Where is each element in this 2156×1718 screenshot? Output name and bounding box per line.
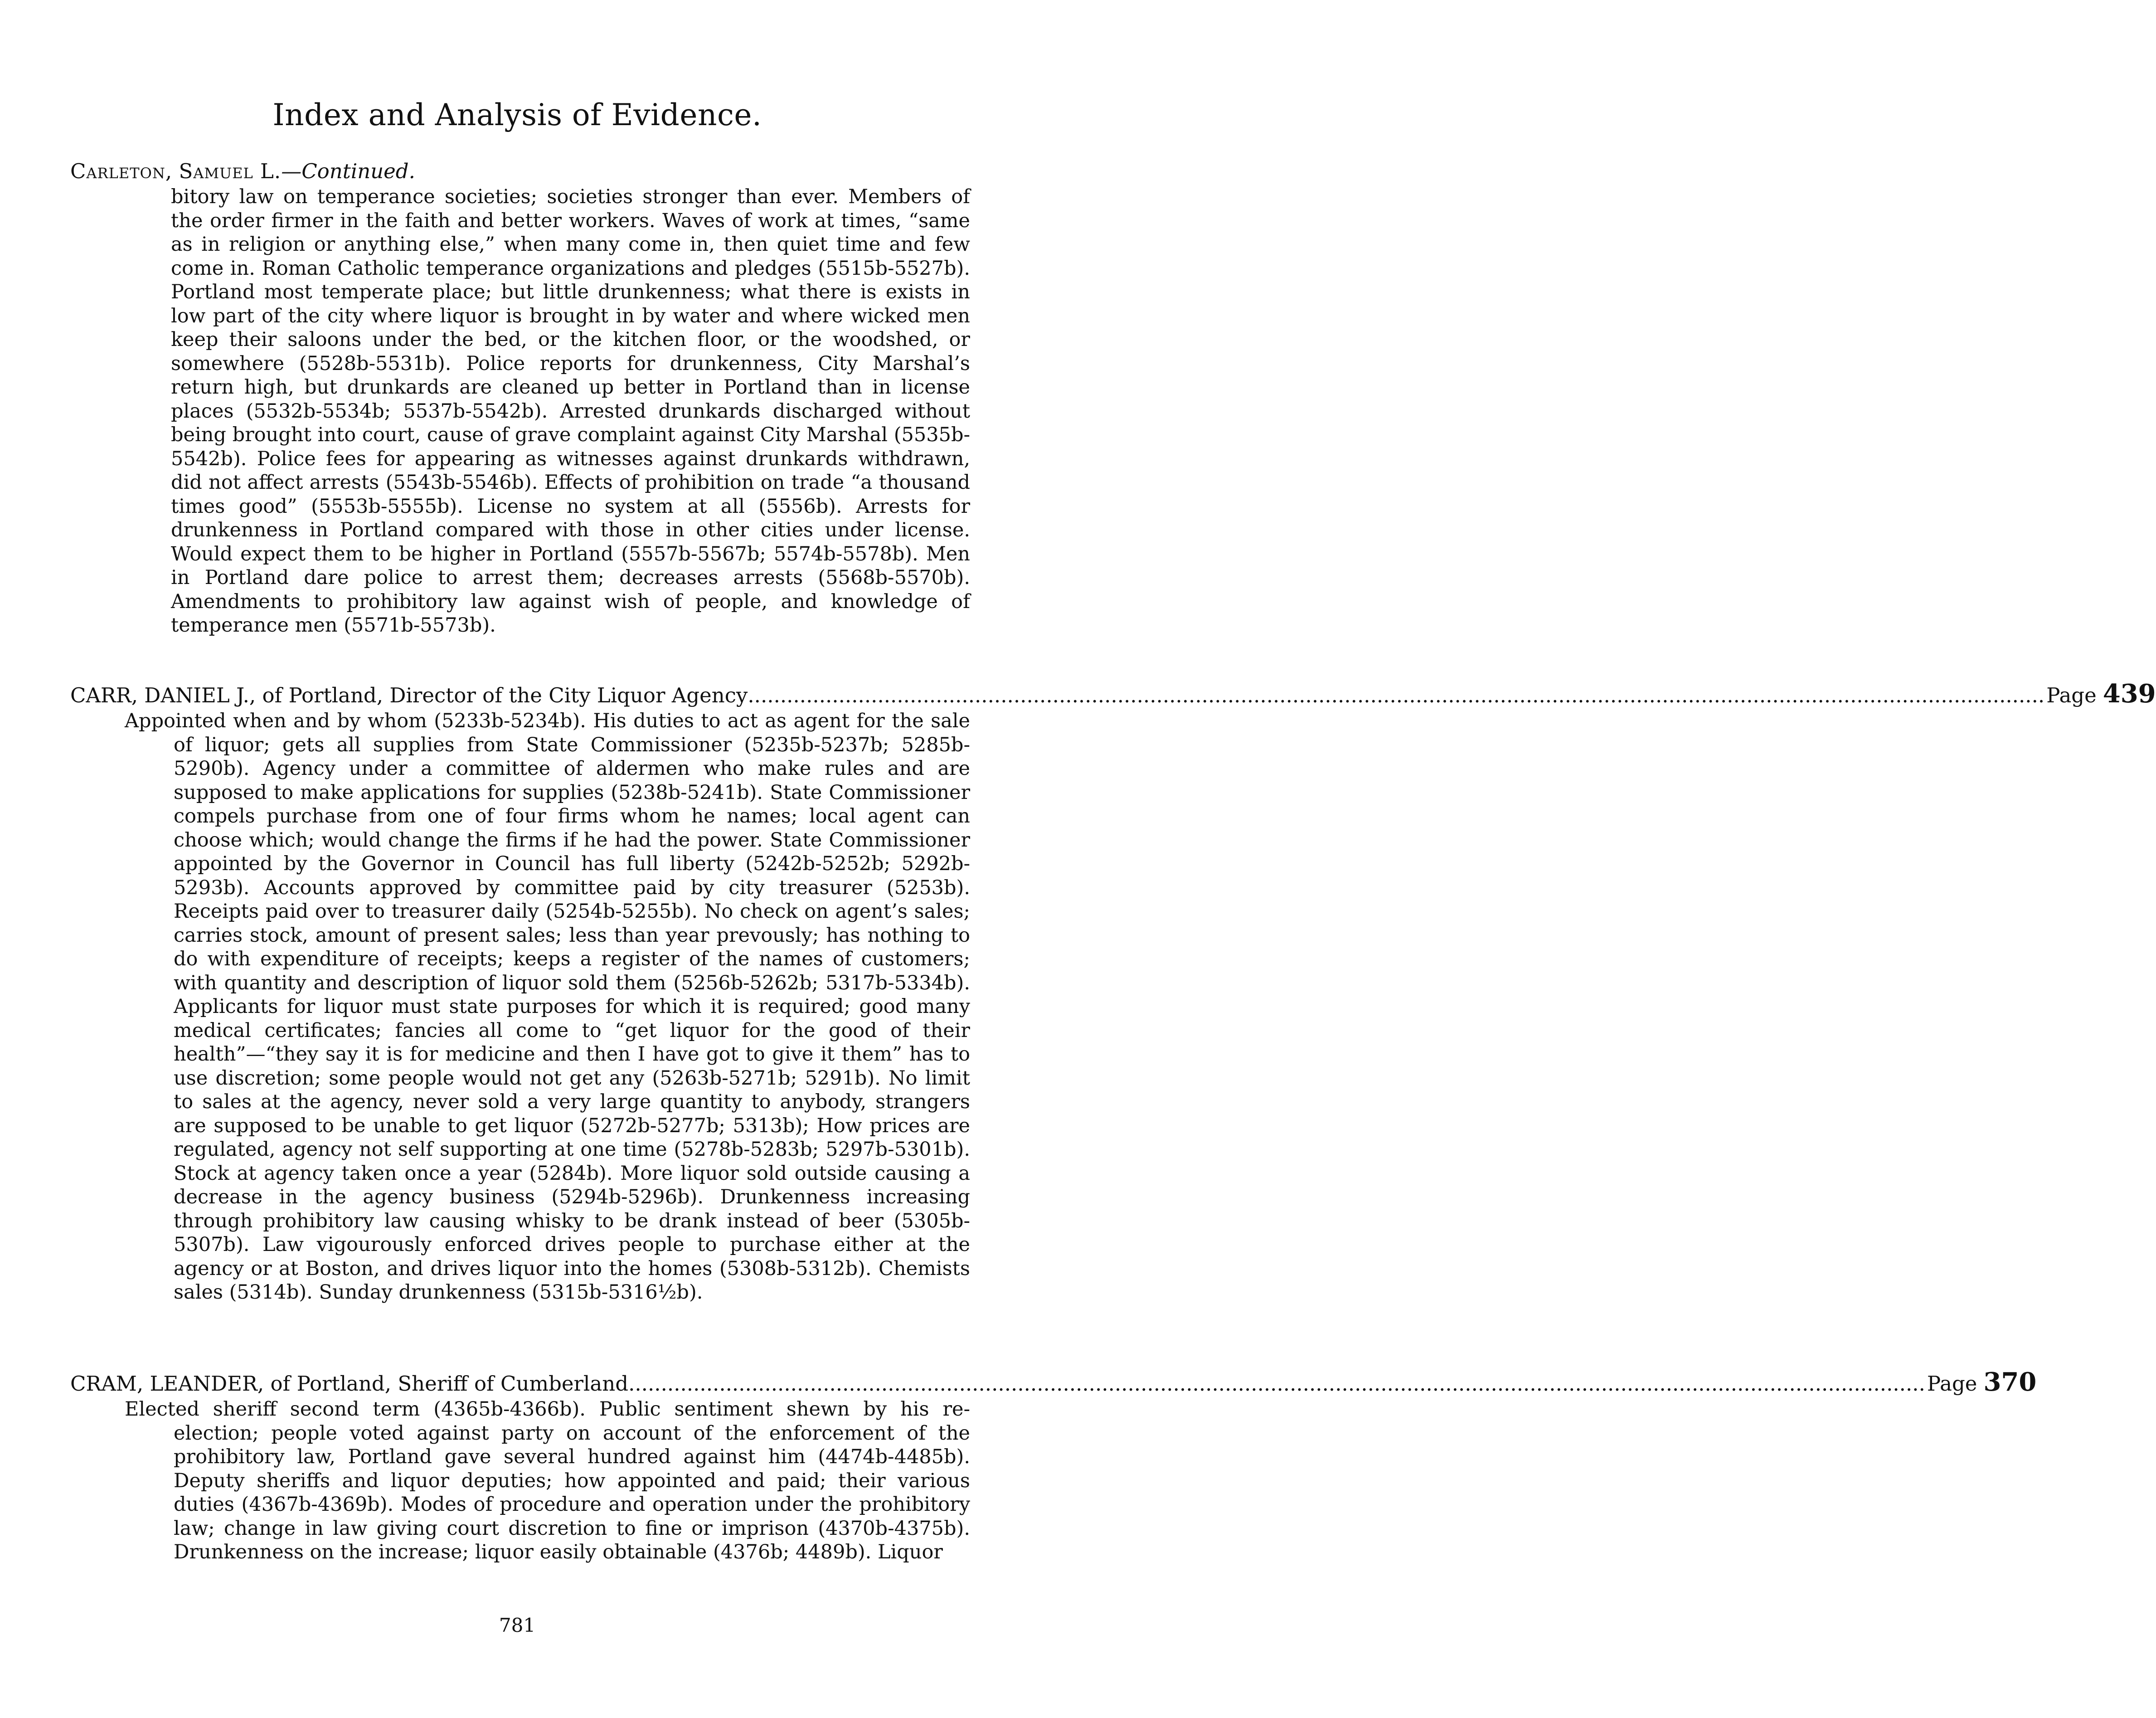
entry-description: of Portland, Director of the City Liquor Agency xyxy=(262,683,748,707)
entry-name: CRAM, LEANDER, xyxy=(70,1372,264,1396)
entry-given-name: Samuel L. xyxy=(179,159,282,183)
page-title: Index and Analysis of Evidence. xyxy=(272,97,762,132)
entry-surname: Carleton, xyxy=(70,159,173,183)
entry-name: CARR, DANIEL J., xyxy=(70,683,256,707)
entry-text: Appointed when and by whom (5233b-5234b). His duties to act as agent for the sale of liquor; gets all supplies from State Commissioner (5235b-5237b; 5285b-5290b). Agency under a committee of aldermen who make rules and are supposed to make applications for supplies (5238b-5241b). State Commissioner compels purchase from one of four firms whom he names; local agent can choose which; would change the firms if he had the power. State Commissioner appointed by the Governor in Council has full liberty (5242b-5252b; 5292b-5293b). Accounts approved by committee paid by city treasurer (5253b). Receipts paid over to treasurer daily (5254b-5255b). No check on agent’s sales; carries stock, amount of present sales; less than year prevously; has nothing to do with expenditure of receipts; keeps a register of the names of customers; with quantity and description of liquor sold them (5256b-5262b; 5317b-5334b). Applicants for liquor must state purposes for which it is required; good many medical certificates; fancies all come to “get liquor for the good of their health”—“they say it is for medicine and then I have got to give it them” has to use discretion; some people would not get any (5263b-5271b; 5291b). No limit to sales at the agency, never sold a very large quantity to anybody, strangers are supposed to be unable to get liquor (5272b-5277b; 5313b); How prices are regulated, agency not self supporting at one time (5278b-5283b; 5297b-5301b). Stock at agency taken once a year (5284b). More liquor sold outside causing a decrease in the agency business (5294b-5296b). Drunkenness increasing through prohibitory law causing whisky to be drank instead of beer (5305b-5307b). Law vigourously enforced drives people to purchase either at the agency or at Boston, and drives liquor into the homes (5308b-5312b). Chemists sales (5314b). Sunday drunkenness (5315b-5316½b). xyxy=(125,710,970,1304)
footer-page-number: 781 xyxy=(499,1614,536,1636)
page-label: Page xyxy=(1927,1372,1977,1396)
entry-text: Elected sheriff second term (4365b-4366b). Public sentiment shewn by his re-election; people voted against party on account of the enforcement of the prohibitory law, Portland gave several hundred against him (4474b-4485b). Deputy sheriffs and liquor deputies; how appointed and paid; their various duties (4367b-4369b). Modes of procedure and operation under the prohibitory law; change in law giving court discretion to fine or imprison (4370b-4375b). Drunkenness on the increase; liquor easily obtainable (4376b; 4489b). Liquor xyxy=(125,1398,970,1563)
leader-dots: ........................................................................................................................................................................................................ xyxy=(748,683,2045,707)
entry-heading xyxy=(70,159,970,184)
entry-description: of Portland, Sheriff of Cumberland xyxy=(270,1372,629,1396)
index-entry-cram xyxy=(70,1367,2037,1564)
index-entry-carleton xyxy=(70,159,970,638)
entry-heading xyxy=(70,1367,2037,1397)
entry-heading xyxy=(70,679,2156,709)
page-label: Page xyxy=(2046,683,2097,707)
continued-label: —Continued. xyxy=(281,159,415,183)
leader-dots: ........................................................................................................................................................................................................ xyxy=(628,1372,1925,1396)
index-entry-carr xyxy=(70,679,2156,1304)
entry-text: bitory law on temperance societies; societies stronger than ever. Members of the order firmer in the faith and better workers. Waves of work at times, “same as in religion or anything else,” when many come in, then quiet time and few come in. Roman Catholic temperance organizations and pledges (5515b-5527b). Portland most temperate place; but little drunkenness; what there is exists in low part of the city where liquor is brought in by water and where wicked men keep their saloons under the bed, or the kitchen floor, or the woodshed, or somewhere (5528b-5531b). Police reports for drunkenness, City Marshal’s return high, but drunkards are cleaned up better in Portland than in license places (5532b-5534b; 5537b-5542b). Arrested drunkards discharged without being brought into court, cause of grave complaint against City Marshal (5535b-5542b). Police fees for appearing as witnesses against drunkards withdrawn, did not affect arrests (5543b-5546b). Effects of prohibition on trade “a thousand times good” (5553b-5555b). License no system at all (5556b). Arrests for drunkenness in Portland compared with those in other cities under license. Would expect them to be higher in Portland (5557b-5567b; 5574b-5578b). Men in Portland dare police to arrest them; decreases arrests (5568b-5570b). Amendments to prohibitory law against wish of people, and knowledge of temperance men (5571b-5573b). xyxy=(171,185,970,637)
page-number: 370 xyxy=(1983,1367,2037,1397)
page-number: 439 xyxy=(2103,679,2156,709)
